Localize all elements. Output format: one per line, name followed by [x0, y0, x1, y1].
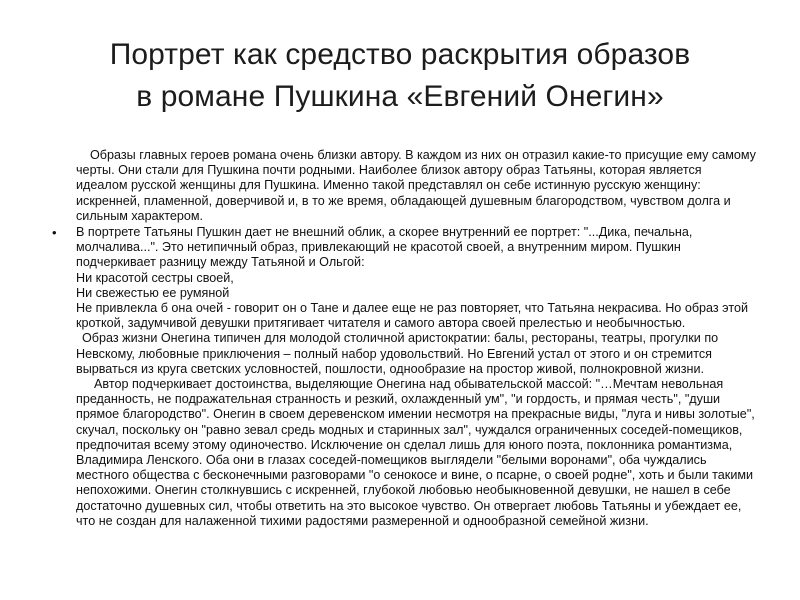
- bullet-item: [52, 225, 756, 271]
- title-line-1: Портрет как средство раскрытия образов: [109, 38, 691, 71]
- paragraph-tatiana-appearance: Не привлекла б она очей - говорит он о Тане и далее еще не раз повторяет, что Татьяна некрасива. Но образ этой кроткой, задумчивой девушки притягивает читателя и самого автора своей прелестью и необычностью.: [76, 301, 748, 331]
- verse-line-1: Ни красотой сестры своей,: [76, 270, 234, 285]
- verse-line-2: Ни свежестью ее румяной: [76, 285, 230, 300]
- slide-title: [40, 34, 760, 118]
- paragraph-onegin-virtues: Автор подчеркивает достоинства, выделяющие Онегина над обывательской массой: "…Мечтам невольная преданность, не подражательная странность и резкий, охлажденный ум", "и гордость, и прямая честь", "души прямое благородство". Онегин в своем деревенском имении несмотря на прекрасные виды, "луга и нивы золотые", скучал, поскольку он "равно зевал средь модных и старинных зал", чуждался ограниченных соседей-помещиков, предпочитая всему этому одиночество. Исключение он сделал лишь для юного поэта, поклонника романтизма, Владимира Ленского. Оба они в глазах соседей-помещиков выглядели "белыми воронами", оба чуждались местного общества с бесконечными разговорами "о сенокосе и вине, о псарне, о своей родне", хоть и были такими непохожими. Онегин столкнувшись с искренней, глубокой любовью необыкновенной девушки, не нашел в себе достаточно душевных сил, чтобы ответить на это высокое чувство. Он отвергает любовь Татьяны и убеждает ее, что не создан для налаженной тихими радостями размеренной и однообразной семейной жизни.: [76, 377, 755, 528]
- paragraph-tatiana-portrait: В портрете Татьяны Пушкин дает не внешний облик, а скорее внутренний ее портрет: "...Дика, печальна, молчалива...". Это нетипичный образ, привлекающий не красотой своей, а внутренним миром. Пушкин подчеркивает разницу между Татьяной и Ольгой:: [76, 225, 693, 270]
- bullet-marker: •: [52, 225, 57, 241]
- paragraph-tatiana-intro: Образы главных героев романа очень близки автору. В каждом из них он отразил какие-то присущие ему самому черты. Они стали для Пушкина почти родными. Наиболее близок автору образ Татьяны, которая является идеалом русской женщины для Пушкина. Именно такой представлял он себе истинную русскую женщину: искренней, пламенной, доверчивой и, в то же время, обладающей душевным благородством, чувством долга и сильным характером.: [76, 148, 756, 223]
- paragraph-onegin-lifestyle: Образ жизни Онегина типичен для молодой столичной аристократии: балы, рестораны, театры, прогулки по Невскому, любовные приключения – полный набор удовольствий. Но Евгений устал от этого и он стремится вырваться из круга светских условностей, пошлости, однообразие на простор живой, полнокровной жизни.: [76, 331, 719, 376]
- slide-body: [52, 148, 756, 529]
- title-line-2: в романе Пушкина «Евгений Онегин»: [136, 80, 664, 113]
